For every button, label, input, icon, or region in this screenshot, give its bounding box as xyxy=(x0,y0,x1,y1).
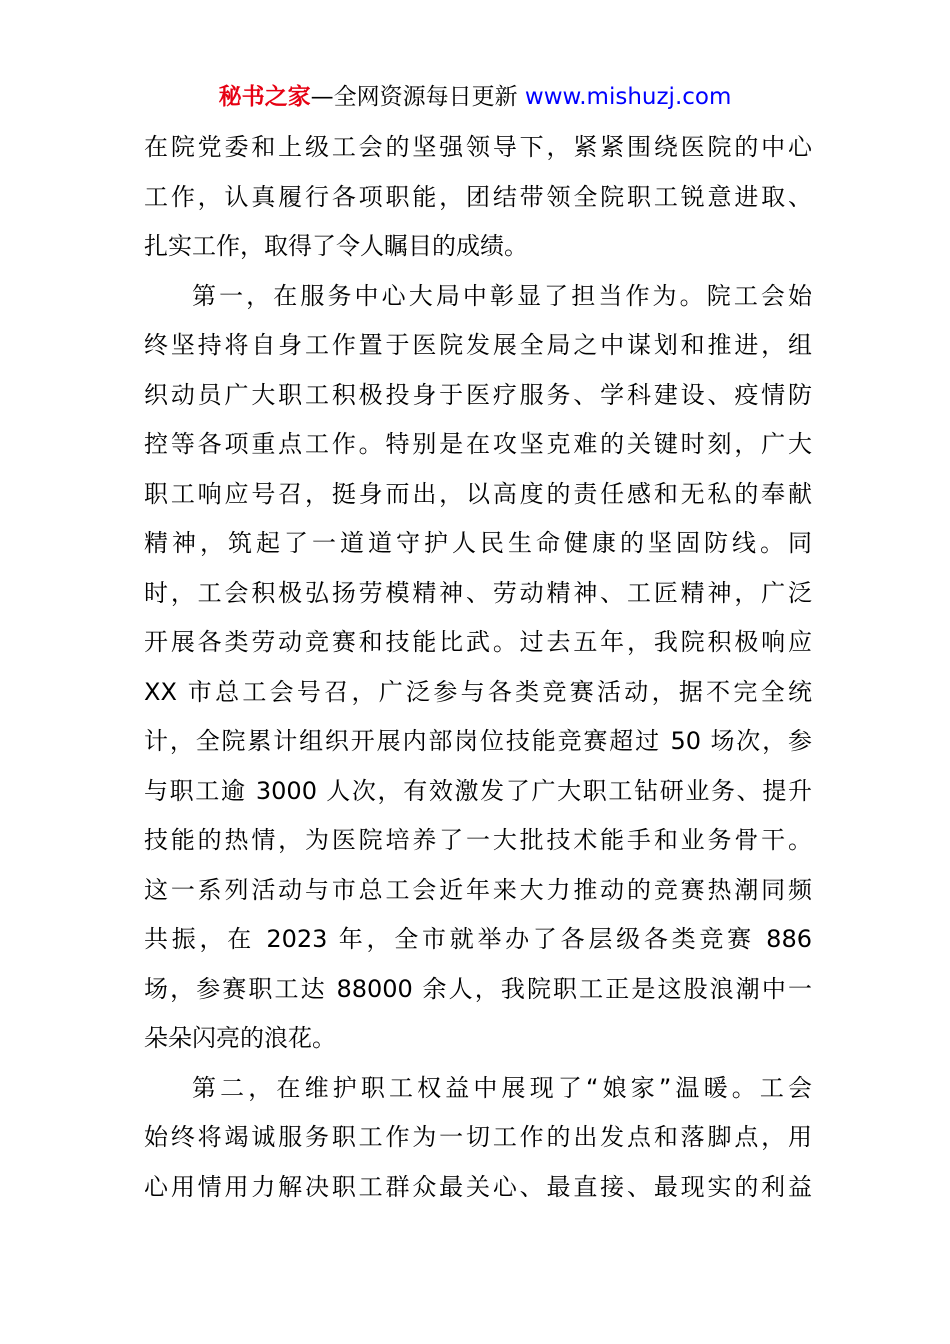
text-line: 精神，筑起了一道道守护人民生命健康的坚固防线。同 xyxy=(144,529,812,557)
text-line: 时，工会积极弘扬劳模精神、劳动精神、工匠精神，广泛 xyxy=(144,578,812,607)
text-line: 场，参赛职工达 88000 余人，我院职工正是这股浪潮中一 xyxy=(144,974,812,1003)
text-line: 与职工逾 3000 人次，有效激发了广大职工钻研业务、提升 xyxy=(144,776,812,805)
paragraph-intro xyxy=(144,123,812,272)
site-url-link[interactable]: www.mishuzj.com xyxy=(524,84,732,110)
text-line: 职工响应号召，挺身而出，以高度的责任感和无私的奉献 xyxy=(144,479,812,508)
text-line: 第一，在服务中心大局中彰显了担当作为。院工会始 xyxy=(192,281,812,310)
text-line: 第二，在维护职工权益中展现了“娘家”温暖。工会 xyxy=(192,1073,812,1102)
text-line: 这一系列活动与市总工会近年来大力推动的竞赛热潮同频 xyxy=(144,875,812,904)
brand-name: 秘书之家 xyxy=(218,84,311,110)
text-line: 朵朵闪亮的浪花。 xyxy=(144,1024,336,1052)
text-line: 计，全院累计组织开展内部岗位技能竞赛超过 50 场次，参 xyxy=(144,727,812,755)
text-line: 控等各项重点工作。特别是在攻坚克难的关键时刻，广大 xyxy=(144,430,812,458)
paragraph-second-point xyxy=(144,1064,812,1213)
text-line: 开展各类劳动竞赛和技能比武。过去五年，我院积极响应 xyxy=(144,628,812,656)
paragraph-first-point xyxy=(144,272,812,1064)
text-line: 工作，认真履行各项职能，团结带领全院职工锐意进取、 xyxy=(144,182,812,211)
site-header xyxy=(0,80,950,114)
text-line: 终坚持将自身工作置于医院发展全局之中谋划和推进，组 xyxy=(144,331,812,359)
text-line: 始终将竭诚服务职工作为一切工作的出发点和落脚点，用 xyxy=(144,1123,812,1151)
text-line: 在院党委和上级工会的坚强领导下，紧紧围绕医院的中心 xyxy=(144,133,812,161)
text-line: 心用情用力解决职工群众最关心、最直接、最现实的利益 xyxy=(144,1172,812,1201)
text-line: 技能的热情，为医院培养了一大批技术能手和业务骨干。 xyxy=(144,826,812,854)
header-slogan: —全网资源每日更新 xyxy=(310,84,518,110)
text-line: 扎实工作，取得了令人瞩目的成绩。 xyxy=(144,232,528,260)
text-line: 共振，在 2023 年，全市就举办了各层级各类竞赛 886 xyxy=(144,925,812,953)
document-body xyxy=(144,123,812,1212)
text-line: 织动员广大职工积极投身于医疗服务、学科建设、疫情防 xyxy=(144,380,812,409)
text-line: XX 市总工会号召，广泛参与各类竞赛活动，据不完全统 xyxy=(144,677,812,706)
